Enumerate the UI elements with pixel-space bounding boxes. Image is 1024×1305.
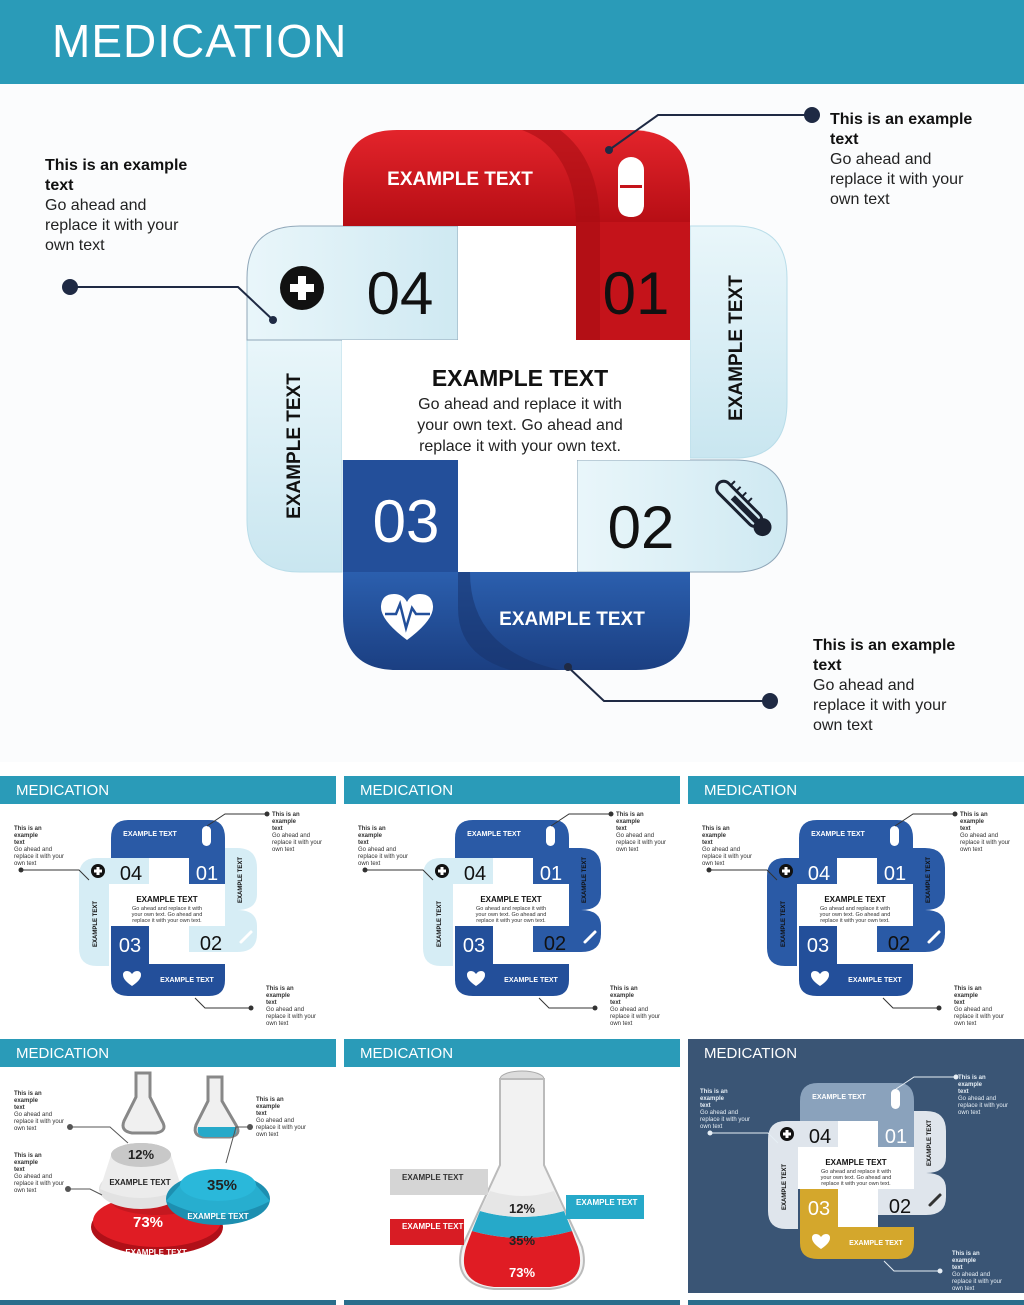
- mini-band-label: EXAMPLE TEXT: [782, 1163, 788, 1211]
- bottom-strip: [344, 1300, 680, 1305]
- callout-top-right: [830, 110, 972, 210]
- mini-number-03: 03: [118, 935, 142, 957]
- mini-band-label: EXAMPLE TEXT: [123, 831, 177, 838]
- mini-callout-body: replace it with your: [700, 1117, 751, 1123]
- mini-band-label: EXAMPLE TEXT: [160, 977, 214, 984]
- pct-label: 73%: [508, 1265, 536, 1280]
- mini-callout-title: This is an example: [256, 1097, 284, 1110]
- thumbnail-slide-6[interactable]: [688, 1039, 1024, 1293]
- mini-band-label: EXAMPLE TEXT: [927, 1119, 933, 1167]
- bowl-label: EXAMPLE TEXT: [125, 1248, 187, 1257]
- mini-callout-body: replace it with your: [954, 1014, 1005, 1020]
- mini-center-title: EXAMPLE TEXT: [136, 895, 198, 904]
- flask-label: EXAMPLE TEXT: [402, 1173, 464, 1182]
- callout-bottom-right: [813, 636, 955, 736]
- mini-callout: [958, 1075, 1010, 1117]
- top-band-label: EXAMPLE TEXT: [387, 169, 533, 190]
- callout-body: own text: [813, 717, 873, 734]
- mini-callout: [610, 986, 662, 1028]
- thumbnail-title: MEDICATION: [16, 782, 110, 799]
- mini-band-label: EXAMPLE TEXT: [811, 831, 865, 838]
- mini-callout-body: replace it with your: [272, 840, 323, 846]
- thumbnail-title: MEDICATION: [704, 782, 798, 799]
- callout-body: own text: [45, 237, 105, 254]
- right-band-label: EXAMPLE TEXT: [726, 275, 747, 421]
- mini-callout-body: own text: [616, 847, 639, 853]
- mini-pill-icon: [546, 826, 555, 846]
- center-line: replace it with your own text.: [419, 438, 621, 455]
- mini-center-line: replace it with your own text.: [476, 918, 546, 924]
- callout-body: replace it with your: [830, 171, 964, 188]
- center-line: your own text. Go ahead and: [417, 417, 623, 434]
- thumbnail-slide-4[interactable]: [0, 1039, 336, 1293]
- mini-number-03: 03: [806, 935, 830, 957]
- callout-body: own text: [830, 191, 890, 208]
- callout-title: This is an example: [45, 157, 188, 174]
- mini-band-label: EXAMPLE TEXT: [812, 1094, 866, 1101]
- flask-icon: [123, 1073, 238, 1137]
- mini-band-label: EXAMPLE TEXT: [93, 900, 99, 948]
- mini-callout-body: Go ahead and: [952, 1272, 991, 1278]
- bowl-label: EXAMPLE TEXT: [187, 1212, 249, 1221]
- mini-callout-body: own text: [958, 1110, 981, 1116]
- mini-callout-title: This is an example: [954, 986, 982, 999]
- mini-number-01: 01: [539, 863, 563, 885]
- mini-callout-title: This is an example: [266, 986, 294, 999]
- callout-body: Go ahead and: [45, 197, 147, 214]
- mini-callout-body: own text: [266, 1021, 289, 1027]
- connector-dot: [269, 316, 277, 324]
- thumbnail-title: MEDICATION: [360, 782, 454, 799]
- mini-number-01: 01: [195, 863, 219, 885]
- plus-circle-icon: [280, 266, 324, 310]
- thumbnail-slide-2[interactable]: [344, 776, 680, 1030]
- mini-callout-body: own text: [272, 847, 295, 853]
- number-01: 01: [602, 260, 670, 327]
- mini-callout-body: replace it with your: [958, 1103, 1009, 1109]
- mini-center-line: your own text. Go ahead and: [820, 1175, 892, 1181]
- mini-callout-body: replace it with your: [14, 1181, 65, 1187]
- mini-number-02: 02: [887, 933, 911, 955]
- mini-callout-title: text: [952, 1265, 963, 1271]
- mini-center-line: Go ahead and replace it with: [819, 906, 891, 912]
- mini-callout-body: Go ahead and: [616, 833, 655, 839]
- mini-callout-title: This is an example: [14, 826, 42, 839]
- mini-callout-body: own text: [610, 1021, 633, 1027]
- mini-connector: [710, 1133, 778, 1143]
- pct-label: 12%: [508, 1201, 536, 1216]
- mini-callout-body: own text: [952, 1286, 975, 1292]
- mini-callout-body: replace it with your: [256, 1125, 307, 1131]
- mini-band-label: EXAMPLE TEXT: [582, 856, 588, 904]
- mini-callout-body: own text: [358, 861, 381, 867]
- mini-callout-body: replace it with your: [266, 1014, 317, 1020]
- number-04: 04: [366, 260, 434, 327]
- mini-callout-title: text: [702, 840, 713, 846]
- mini-callout-body: Go ahead and: [958, 1096, 997, 1102]
- left-band-label: EXAMPLE TEXT: [284, 373, 305, 519]
- mini-callout-body: own text: [14, 1126, 37, 1132]
- mini-callout-title: This is an example: [616, 812, 644, 825]
- mini-callout-title: This is an example: [14, 1091, 42, 1104]
- mini-callout: [616, 812, 668, 854]
- page-title: MEDICATION: [52, 15, 348, 67]
- mini-number-04: 04: [463, 863, 487, 885]
- mini-callout-body: replace it with your: [358, 854, 409, 860]
- mini-band-label: EXAMPLE TEXT: [238, 856, 244, 904]
- mini-callout-body: Go ahead and: [14, 847, 53, 853]
- mini-center-title: EXAMPLE TEXT: [824, 895, 886, 904]
- mini-callout-title: This is an example: [272, 812, 300, 825]
- mini-callout: [358, 826, 410, 868]
- mini-pill-icon: [891, 1089, 900, 1109]
- mini-callout-title: This is an example: [960, 812, 988, 825]
- mini-callout-body: Go ahead and: [266, 1007, 305, 1013]
- thumbnail-title: MEDICATION: [16, 1045, 110, 1062]
- mini-callout-title: text: [960, 826, 971, 832]
- mini-band-label: EXAMPLE TEXT: [467, 831, 521, 838]
- mini-callout-title: text: [700, 1103, 711, 1109]
- mini-connector: [709, 870, 777, 880]
- callout-body: replace it with your: [45, 217, 179, 234]
- center-title: EXAMPLE TEXT: [431, 365, 609, 391]
- mini-callout-title: text: [14, 840, 25, 846]
- mini-callout-title: This is an example: [358, 826, 386, 839]
- connector-dot: [605, 146, 613, 154]
- callout-title: text: [830, 131, 859, 148]
- mini-callout-title: text: [616, 826, 627, 832]
- callout-body: Go ahead and: [830, 151, 932, 168]
- mini-callout-title: This is an example: [14, 1153, 42, 1166]
- mini-callout-body: replace it with your: [616, 840, 667, 846]
- mini-number-01: 01: [884, 1126, 908, 1148]
- mini-center-line: your own text. Go ahead and: [131, 912, 203, 918]
- mini-callout: [702, 826, 754, 868]
- mini-center-line: Go ahead and replace it with: [820, 1169, 892, 1175]
- mini-callout: [272, 812, 324, 854]
- connector-dot: [762, 693, 778, 709]
- mini-number-02: 02: [199, 933, 223, 955]
- mini-number-04: 04: [119, 863, 143, 885]
- mini-band-label: EXAMPLE TEXT: [504, 977, 558, 984]
- mini-band-label: EXAMPLE TEXT: [781, 900, 787, 948]
- mini-callout: [960, 812, 1012, 854]
- mini-callout-body: replace it with your: [14, 1119, 65, 1125]
- number-02: 02: [607, 494, 675, 561]
- mini-callout-body: own text: [14, 1188, 37, 1194]
- mini-callout-body: Go ahead and: [14, 1112, 53, 1118]
- mini-callout-body: Go ahead and: [358, 847, 397, 853]
- mini-center-line: Go ahead and replace it with: [131, 906, 203, 912]
- mini-callout: [952, 1251, 1004, 1293]
- mini-callout-body: Go ahead and: [954, 1007, 993, 1013]
- thumbnail-title: MEDICATION: [704, 1045, 798, 1062]
- mini-callout-title: text: [14, 1105, 25, 1111]
- mini-callout-body: replace it with your: [702, 854, 753, 860]
- mini-center-line: your own text. Go ahead and: [819, 912, 891, 918]
- mini-callout: [266, 986, 318, 1028]
- mini-callout: [256, 1097, 308, 1139]
- mini-connector: [883, 998, 939, 1008]
- mini-connector: [365, 870, 433, 880]
- mini-callout-title: This is an example: [610, 986, 638, 999]
- mini-callout-title: This is an example: [702, 826, 730, 839]
- mini-center-line: replace it with your own text.: [132, 918, 202, 924]
- thumbnail-title: MEDICATION: [360, 1045, 454, 1062]
- callout-title: This is an example: [813, 637, 956, 654]
- mini-callout-body: own text: [954, 1021, 977, 1027]
- thumbnail-slide-3[interactable]: [688, 776, 1024, 1030]
- mini-callout-title: text: [610, 1000, 621, 1006]
- mini-center-line: replace it with your own text.: [821, 1181, 891, 1187]
- number-03: 03: [372, 488, 440, 555]
- mini-center-line: your own text. Go ahead and: [475, 912, 547, 918]
- mini-callout-body: Go ahead and: [960, 833, 999, 839]
- mini-center-title: EXAMPLE TEXT: [825, 1158, 887, 1167]
- conical-flask-graphic: [344, 1039, 680, 1293]
- connector-dot: [564, 663, 572, 671]
- mini-callout-body: own text: [256, 1132, 279, 1138]
- mini-callout-title: text: [266, 1000, 277, 1006]
- mini-callout-body: own text: [960, 847, 983, 853]
- bottom-strip: [0, 1300, 336, 1305]
- mini-band-label: EXAMPLE TEXT: [849, 1240, 903, 1247]
- mini-callout-body: Go ahead and: [14, 1174, 53, 1180]
- callout-title: text: [45, 177, 74, 194]
- mini-connector: [884, 1261, 940, 1271]
- mini-callout-title: This is an example: [952, 1251, 980, 1264]
- mini-pill-icon: [202, 826, 211, 846]
- pct-label: 35%: [508, 1233, 536, 1248]
- mini-callout-body: own text: [700, 1124, 723, 1130]
- mini-callout-title: This is an example: [700, 1089, 728, 1102]
- mini-callout-body: replace it with your: [14, 854, 65, 860]
- pct-label: 35%: [206, 1177, 238, 1194]
- center-line: Go ahead and replace it with: [418, 396, 622, 413]
- flask-label: EXAMPLE TEXT: [402, 1222, 464, 1231]
- thumbnail-slide-1[interactable]: [0, 776, 336, 1030]
- mini-callout-body: own text: [14, 861, 37, 867]
- mini-callout: [14, 1091, 66, 1133]
- thumbnail-slide-5[interactable]: [344, 1039, 680, 1293]
- pill-icon: [618, 157, 644, 217]
- callout-title: text: [813, 657, 842, 674]
- bottom-strip: [688, 1300, 1024, 1305]
- bowl-label: EXAMPLE TEXT: [109, 1178, 171, 1187]
- mini-callout-body: replace it with your: [960, 840, 1011, 846]
- mini-number-04: 04: [808, 1126, 832, 1148]
- mini-callout-title: text: [256, 1111, 267, 1117]
- connector-dot: [62, 279, 78, 295]
- mini-callout-title: text: [954, 1000, 965, 1006]
- pct-label: 12%: [127, 1147, 155, 1162]
- mini-center-line: Go ahead and replace it with: [475, 906, 547, 912]
- mini-callout: [954, 986, 1006, 1028]
- mini-center-line: replace it with your own text.: [820, 918, 890, 924]
- mini-callout-title: This is an example: [958, 1075, 986, 1088]
- mini-callout-body: Go ahead and: [256, 1118, 295, 1124]
- mini-callout-title: text: [14, 1167, 25, 1173]
- connector-dot: [804, 107, 820, 123]
- mini-callout-body: Go ahead and: [272, 833, 311, 839]
- mini-number-04: 04: [807, 863, 831, 885]
- bottom-band-label: EXAMPLE TEXT: [499, 609, 645, 630]
- mini-callout-title: text: [958, 1089, 969, 1095]
- mini-callout-body: Go ahead and: [702, 847, 741, 853]
- callout-body: Go ahead and: [813, 677, 915, 694]
- mini-callout: [700, 1089, 752, 1131]
- mini-callout-title: text: [358, 840, 369, 846]
- mini-band-label: EXAMPLE TEXT: [926, 856, 932, 904]
- callout-body: replace it with your: [813, 697, 947, 714]
- mini-number-02: 02: [543, 933, 567, 955]
- mini-callout-title: text: [272, 826, 283, 832]
- mini-callout: [14, 1153, 66, 1195]
- mini-band-label: EXAMPLE TEXT: [437, 900, 443, 948]
- mini-connector: [539, 998, 595, 1008]
- pct-label: 73%: [132, 1214, 164, 1231]
- mini-callout: [14, 826, 66, 868]
- mini-number-02: 02: [888, 1196, 912, 1218]
- mini-connector: [21, 870, 89, 880]
- mini-callout-body: replace it with your: [952, 1279, 1003, 1285]
- flask-label: EXAMPLE TEXT: [576, 1198, 638, 1207]
- mini-number-03: 03: [462, 935, 486, 957]
- mini-pill-icon: [890, 826, 899, 846]
- mini-callout-body: Go ahead and: [610, 1007, 649, 1013]
- mini-connector: [195, 998, 251, 1008]
- mini-number-01: 01: [883, 863, 907, 885]
- callout-left: [45, 156, 187, 256]
- mini-band-label: EXAMPLE TEXT: [848, 977, 902, 984]
- callout-title: This is an example: [830, 111, 973, 128]
- mini-callout-body: replace it with your: [610, 1014, 661, 1020]
- mini-callout-body: Go ahead and: [700, 1110, 739, 1116]
- mini-center-title: EXAMPLE TEXT: [480, 895, 542, 904]
- mini-number-03: 03: [807, 1198, 831, 1220]
- mini-callout-body: own text: [702, 861, 725, 867]
